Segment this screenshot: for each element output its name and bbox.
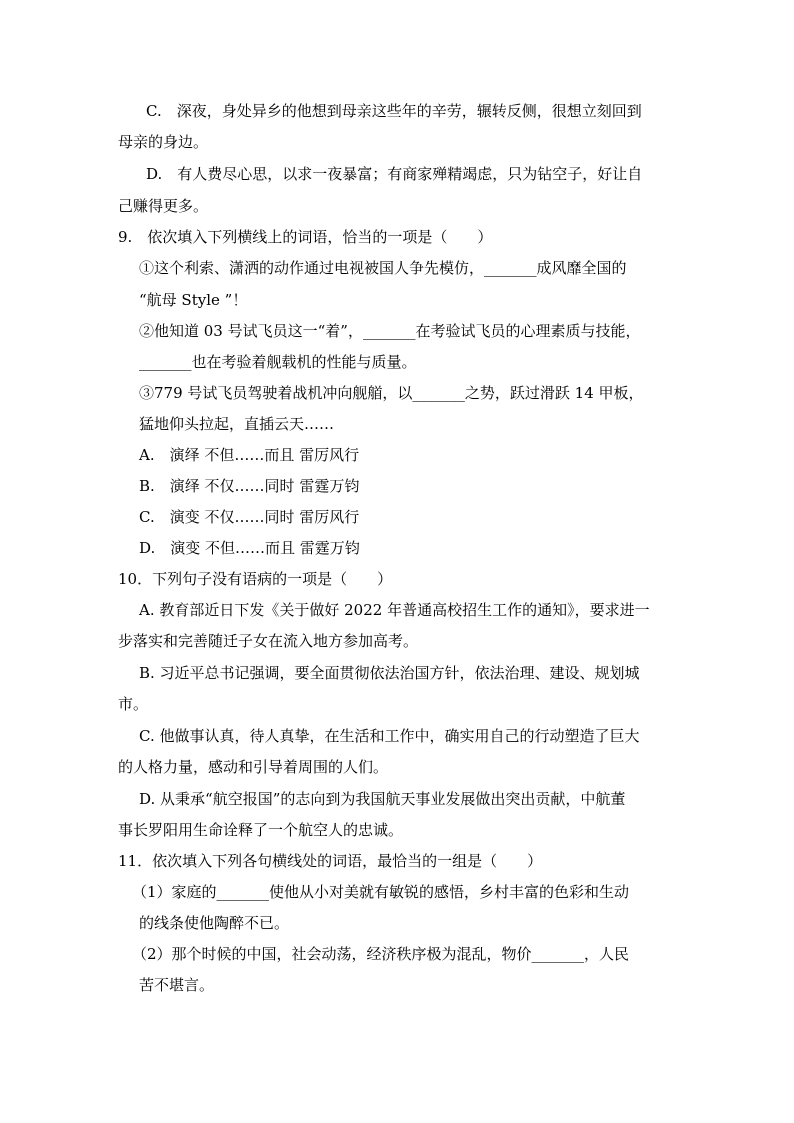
q10-option-a-line1: A. 教育部近日下发《关于做好 2022 年普通高校招生工作的通知》，要求进一 xyxy=(139,601,650,619)
q10-option-c-line1: C. 他做事认真，待人真挚，在生活和工作中，确实用自己的行动塑造了巨大 xyxy=(139,727,640,745)
q10-option-d-line1: D. 从秉承“航空报国”的志向到为我国航天事业发展做出突出贡献，中航董 xyxy=(139,790,626,808)
q10-option-a-line2: 步落实和完善随迁子女在流入地方参加高考。 xyxy=(118,632,419,650)
q8-option-c-line1: C. 深夜，身处异乡的他想到母亲这些年的辛劳，辗转反侧，很想立刻回到 xyxy=(146,102,642,120)
q9-sentence1-line1: ①这个利索、潇洒的动作通过电视被国人争先模仿，_______成风靡全国的 xyxy=(139,259,627,277)
q9-stem: 9. 依次填入下列横线上的词语，恰当的一项是（ ） xyxy=(118,228,493,246)
q11-sentence1-line1: （1）家庭的_______使他从小对美就有敏锐的感悟，乡村丰富的色彩和生动 xyxy=(132,883,630,901)
q11-sentence1-line2: 的线条使他陶醉不已。 xyxy=(139,914,290,932)
q9-sentence3-line2: 猛地仰头拉起，直插云天…… xyxy=(139,415,335,433)
q10-stem: 10．下列句子没有语病的一项是（ ） xyxy=(118,570,393,588)
q11-sentence2-line1: （2）那个时候的中国，社会动荡，经济秩序极为混乱，物价_______，人民 xyxy=(132,945,630,963)
q8-option-d-line2: 己赚得更多。 xyxy=(118,197,209,215)
q11-stem: 11．依次填入下列各句横线处的词语，最恰当的一组是（ ） xyxy=(118,852,543,870)
q9-option-a: A. 演绎 不但……而且 雷厉风行 xyxy=(139,446,360,464)
q9-sentence1-line2: “航母 Style ”！ xyxy=(139,291,248,309)
q9-sentence2-line2: _______也在考验着舰载机的性能与质量。 xyxy=(139,353,417,371)
q10-option-b-line2: 市。 xyxy=(118,695,149,713)
q8-option-d-line1: D. 有人费尽心思，以求一夜暴富；有商家殚精竭虑，只为钻空子，好让自 xyxy=(146,165,643,183)
q9-option-c: C. 演变 不仅……同时 雷厉风行 xyxy=(139,508,360,526)
q10-option-c-line2: 的人格力量，感动和引导着周围的人们。 xyxy=(118,758,389,776)
q11-sentence2-line2: 苦不堪言。 xyxy=(139,976,215,994)
q9-option-d: D. 演变 不但……而且 雷霆万钧 xyxy=(139,539,360,557)
q10-option-b-line1: B. 习近平总书记强调，要全面贯彻依法治国方针，依法治理、建设、规划城 xyxy=(139,664,640,682)
q10-option-d-line2: 事长罗阳用生命诠释了一个航空人的忠诚。 xyxy=(118,821,404,839)
q9-sentence3-line1: ③779 号试飞员驾驶着战机冲向舰艏，以_______之势，跃过滑跃 14 甲板， xyxy=(139,384,644,402)
q8-option-c-line2: 母亲的身边。 xyxy=(118,133,209,151)
q9-sentence2-line1: ②他知道 03 号试飞员这一“着”，_______在考验试飞员的心理素质与技能， xyxy=(139,322,641,340)
q9-option-b: B. 演绎 不仅……同时 雷霆万钧 xyxy=(139,477,360,495)
